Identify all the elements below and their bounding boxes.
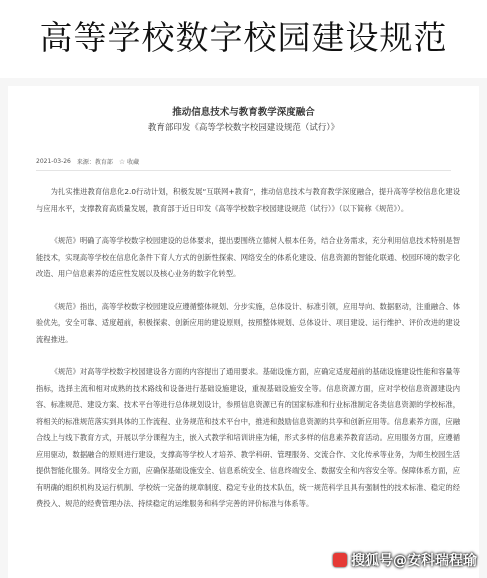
watermark [333,550,477,570]
banner-title: 高等学校数字校园建设规范 [39,17,448,57]
article-sheet [8,86,479,578]
article-source: 来源：教育部 [76,159,113,166]
article-body [36,184,460,529]
article-card [0,78,487,578]
paragraph: 《规范》明确了高等学校数字校园建设的总体要求，提出要围绕立德树人根本任务，结合业务需求，充分利用信息技术特别是智能技术，实现高等学校在信息化条件下育人方式的创新性探索、网络安全的体系化建设、信息资源的智能化联通、校园环境的数字化改造、用户信息素养的适应性发展以及核心业务的数字化转型。 [36,236,460,278]
article-date: 2021-03-26 [36,158,71,165]
favorite-button[interactable] [119,157,139,166]
article-title: 推动信息技术与教育教学深度融合 [172,107,315,118]
article-meta [36,157,139,166]
sohu-logo-icon [333,553,347,567]
star-icon: ☆ [118,158,126,166]
article-subtitle: 教育部印发《高等学校数字校园建设规范（试行）》 [147,123,340,133]
paragraph: 为扎实推进教育信息化2.0行动计划，积极发展“互联网+教育”，推动信息技术与教育教学深度融合，提升高等学校信息化建设与应用水平，支撑教育高质量发展，教育部于近日印发《高等学校数字校园建设规范（试行）》（以下简称《规范》）。 [36,187,460,213]
paragraph: 《规范》对高等学校数字校园建设各方面的内容提出了通用要求。基础设施方面，应确定适度超前的基础设施建设性能和容量等指标，选择主流和相对成熟的技术路线和设备进行基础设施建设，重视基础设施安全等。信息资源方面，应对学校信息资源建设内容、标准规范、建设方案、技术平台等进行总体规划设计，参照信息资源已有的国家标准和行业标准制定各类信息资源的学校标准，将相关的标准规范落实到具体的工作流程、业务规范和技术平台中，推进和鼓励信息资源的共享和创新应用等。信息素养方面，应融合线上与线下教育方式，开展以学分课程为主，嵌入式教学和培训讲座为辅，形式多样的信息素养教育活动。应用服务方面，应遵循应用驱动，数据融合的原则进行建设，支撑高等学校人才培养、教学科研、管理服务、交流合作、文化传承等业务，为师生校园生活提供智能化服务。网络安全方面，应确保基础设施安全、信息系统安全、信息终端安全、数据安全和内容安全等。保障体系方面，应有明确的组织机构及运行机制、学校统一完备的规章制度、稳定专业的技术队伍，统一规范科学且具有强制性的技术标准、稳定的经费投入、规范的经费管理办法、持续稳定的运维服务和科学完善的评价标准与体系等。 [36,367,460,508]
favorite-label: 收藏 [127,159,140,166]
banner [0,0,487,78]
watermark-text: 搜狐号@安科瑞程瑜 [351,553,477,569]
paragraph: 《规范》指出，高等学校数字校园建设应遵循整体规划、分步实施，总体设计、标准引领，应用导向、数据驱动，注重融合、体验优先，安全可靠、适度超前，积极探索、创新应用的建设原则，按照整体规划、总体设计、项目建设、运行维护、评价改进的建设流程推进。 [36,301,460,344]
divider [36,170,451,171]
